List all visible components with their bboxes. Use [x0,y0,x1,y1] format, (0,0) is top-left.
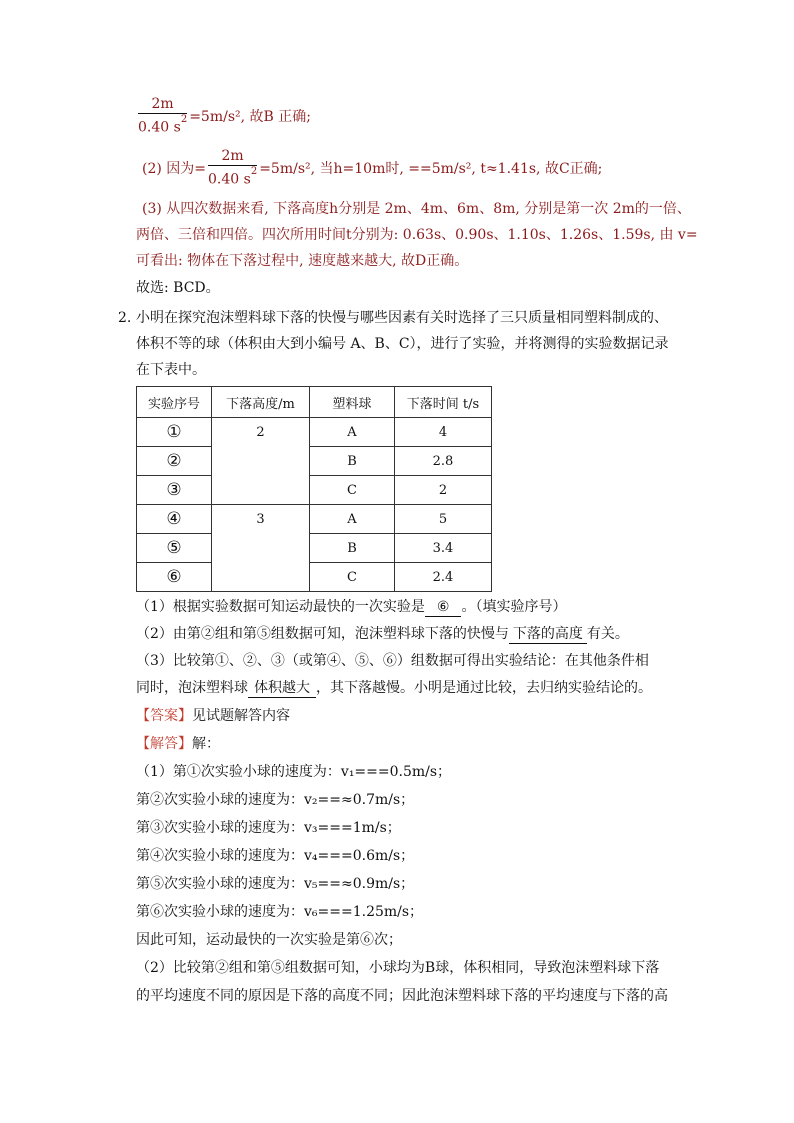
table-cell-ball: C [310,476,395,505]
table-cell-seq: ② [137,447,212,476]
fraction-denominator [208,166,257,190]
table-cell-ball: B [310,447,395,476]
solution-b-tail: =5m/s², 故B 正确; [189,108,311,125]
table-cell-seq: ① [137,418,212,447]
table-cell-time: 4 [395,418,492,447]
table-cell-time: 2.8 [395,447,492,476]
fraction-numerator: 2m [138,96,187,114]
answer-line [136,706,290,726]
solution-line-c [142,148,602,190]
fraction-denominator [138,114,187,138]
fraction [138,96,187,138]
question-stem-2: 体积不等的球（体积由大到小编号 A、B、C），进行了实验，并将测得的实验数据记录 [136,336,669,352]
answer-text: 见试题解答内容 [192,708,290,724]
analysis-step: 第⑥次实验小球的速度为：v₆===1.25m/s； [136,904,424,920]
solution-line-d2: 两倍、三倍和四倍。四次所用时间t分别为: 0.63s、0.90s、1.10s、1.26s、1.59s, 由 v= [136,227,698,243]
den-exponent: 2 [180,114,188,125]
table-header: 下落高度/m [212,387,310,418]
analysis-step: 的平均速度不同的原因是下落的高度不同；因此泡沫塑料球下落的平均速度与下落的高 [136,988,668,1004]
analysis-step: 因此可知，运动最快的一次实验是第⑥次； [136,932,402,948]
sub-question-3-line2 [136,678,652,698]
sq3-suffix: ，其下落越慢。小明是通过比较，去归纳实验结论的。 [316,680,652,696]
sq2-answer: 下落的高度 [509,626,587,644]
analysis-text: 解： [192,736,220,752]
analysis-step: 第④次实验小球的速度为：v₄===0.6m/s； [136,848,415,864]
den-exponent: 2 [250,166,258,177]
table-cell-seq: ③ [137,476,212,505]
choice-line: 故选: BCD。 [136,280,220,296]
sub-question-2 [136,624,629,644]
table-row [137,563,492,592]
sq2-suffix: 有关。 [586,626,629,642]
table-cell-ball: A [310,418,395,447]
table-cell-ball: B [310,534,395,563]
table-cell-height: 3 [212,505,310,592]
table-cell-ball: A [310,505,395,534]
table-cell-height: 2 [212,418,310,505]
den-text: 0.40 s [138,119,181,136]
analysis-step: （2）比较第②组和第⑤组数据可知，小球均为B球，体积相同，导致泡沫塑料球下落 [136,960,660,976]
table-header: 实验序号 [137,387,212,418]
analysis-step: （1）第①次实验小球的速度为：v₁===0.5m/s； [136,764,452,780]
sq3-answer: 体积越大 [248,680,316,698]
answer-tag: 【答案】 [136,708,192,724]
sq2-prefix: （2）由第②组和第⑤组数据可知，泡沫塑料球下落的快慢与 [136,626,509,642]
table-row [137,476,492,505]
table-cell-seq: ⑥ [137,563,212,592]
table-cell-time: 2.4 [395,563,492,592]
table-row [137,534,492,563]
sub-question-3-line1: （3）比较第①、②、③（或第④、⑤、⑥）组数据可得出实验结论：在其他条件相 [136,653,649,669]
table-row [137,447,492,476]
table-cell-time: 5 [395,505,492,534]
table-header: 塑料球 [310,387,395,418]
table-cell-seq: ⑤ [137,534,212,563]
table-cell-time: 3.4 [395,534,492,563]
analysis-line [136,734,220,754]
den-text: 0.40 s [208,171,251,188]
analysis-step: 第⑤次实验小球的速度为：v₅==≈0.9m/s； [136,876,415,892]
q2-tail: =5m/s², 当h=10m时, ==5m/s², t≈1.41s, 故C正确; [259,160,603,177]
analysis-step: 第③次实验小球的速度为：v₃===1m/s； [136,820,401,836]
table-row [137,418,492,447]
table-cell-seq: ④ [137,505,212,534]
fraction-numerator: 2m [208,148,257,166]
table-row [137,505,492,534]
analysis-step: 第②次实验小球的速度为：v₂==≈0.7m/s； [136,792,415,808]
q2-prefix: (2) 因为= [142,160,207,177]
sq1-prefix: （1）根据实验数据可知运动最快的一次实验是 [136,599,425,615]
sq1-suffix: 。（填实验序号） [461,599,567,615]
sub-question-1 [136,597,566,617]
analysis-tag: 【解答】 [136,736,192,752]
table-cell-time: 2 [395,476,492,505]
experiment-table [136,386,492,592]
question-stem-1: 小明在探究泡沫塑料球下落的快慢与哪些因素有关时选择了三只质量相同塑料制成的、 [136,310,668,326]
table-header: 下落时间 t/s [395,387,492,418]
question-number: 2. [118,310,132,326]
solution-line-d1: (3) 从四次数据来看, 下落高度h分别是 2m、4m、6m、8m, 分别是第一次 2m的一倍、 [142,201,691,217]
fraction [208,148,257,190]
sq3-prefix: 同时，泡沫塑料球 [136,680,248,696]
table-header-row [137,387,492,418]
sq1-answer: ⑥ [425,599,462,617]
solution-line-d3: 可看出: 物体在下落过程中, 速度越来越大, 故D正确。 [136,253,469,269]
question-stem-3: 在下表中。 [136,362,206,378]
table-cell-ball: C [310,563,395,592]
solution-line-b [136,96,311,138]
